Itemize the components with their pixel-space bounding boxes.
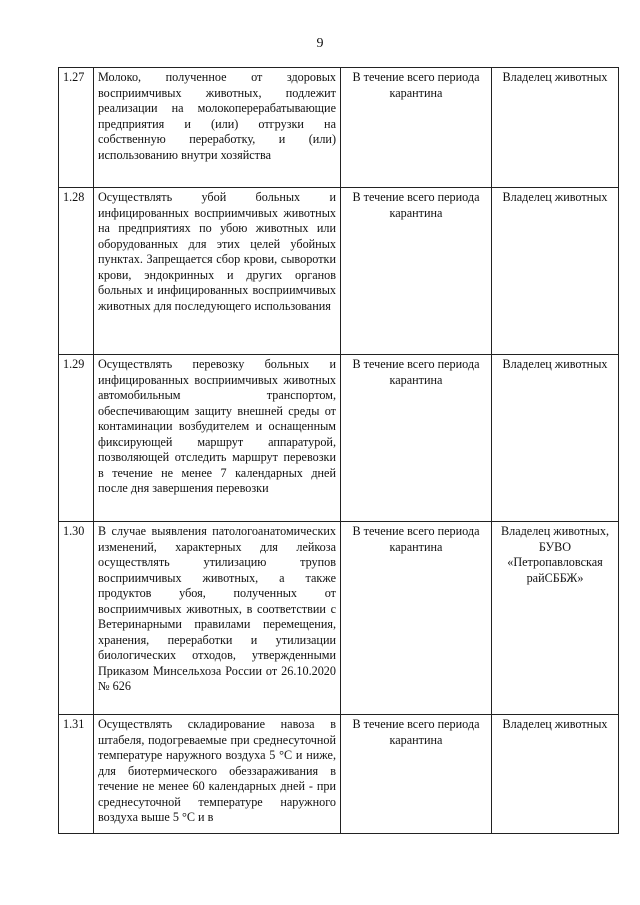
measure-description: В случае выявления патологоанатомических изменений, характерных для лейкоза осуществлять утилизацию трупов восприимчивых животных, а также продуктов убоя, полученных от восприимчивых животных, в соответствии с Ветеринарными правилами перемещения, хранения, переработки и утилизации биологических отходов, утвержденными Приказом Минсельхоза России от 26.10.2020 № 626: [94, 522, 341, 715]
item-number: 1.28: [59, 188, 94, 355]
measure-description: Молоко, полученное от здоровых восприимчивых животных, подлежит реализации на молокоперерабатывающие предприятия и (или) отгрузки на собственную переработку, и (или) использованию внутри хозяйства: [94, 68, 341, 188]
measure-term: В течение всего периода карантина: [341, 715, 492, 834]
measure-term: В течение всего периода карантина: [341, 355, 492, 522]
item-number: 1.30: [59, 522, 94, 715]
table-row: [59, 68, 619, 188]
measure-description: Осуществлять убой больных и инфицированных восприимчивых животных на предприятиях по убою животных или оборудованных для этих целей убойных пунктах. Запрещается сбор крови, сыворотки крови, эндокринных и других органов больных и инфицированных восприимчивых животных для последующего использования: [94, 188, 341, 355]
table-row: [59, 355, 619, 522]
item-number: 1.31: [59, 715, 94, 834]
measure-responsible: Владелец животных: [492, 355, 619, 522]
measure-responsible: Владелец животных: [492, 715, 619, 834]
measure-description: Осуществлять складирование навоза в штабеля, подогреваемые при среднесуточной температуре наружного воздуха 5 °С и ниже, для биотермического обеззараживания в течение не менее 60 календарных дней - при среднесуточной температуре наружного воздуха выше 5 °С и в: [94, 715, 341, 834]
item-number: 1.29: [59, 355, 94, 522]
measures-table: [58, 67, 619, 834]
measure-term: В течение всего периода карантина: [341, 188, 492, 355]
item-number: 1.27: [59, 68, 94, 188]
measure-term: В течение всего периода карантина: [341, 522, 492, 715]
table-row: [59, 715, 619, 834]
page-number: 9: [316, 36, 324, 51]
measure-responsible: Владелец животных: [492, 188, 619, 355]
measure-description: Осуществлять перевозку больных и инфицированных восприимчивых животных автомобильным транспортом, обеспечивающим защиту внешней среды от контаминации возбудителем и оснащенным фиксирующей маршрут аппаратурой, позволяющей отследить маршрут перевозки в течение не менее 7 календарных дней после дня завершения перевозки: [94, 355, 341, 522]
measure-responsible: Владелец животных: [492, 68, 619, 188]
table-row: [59, 522, 619, 715]
measure-responsible: Владелец животных, БУВО «Петропавловская райСББЖ»: [492, 522, 619, 715]
measure-term: В течение всего периода карантина: [341, 68, 492, 188]
table-row: [59, 188, 619, 355]
